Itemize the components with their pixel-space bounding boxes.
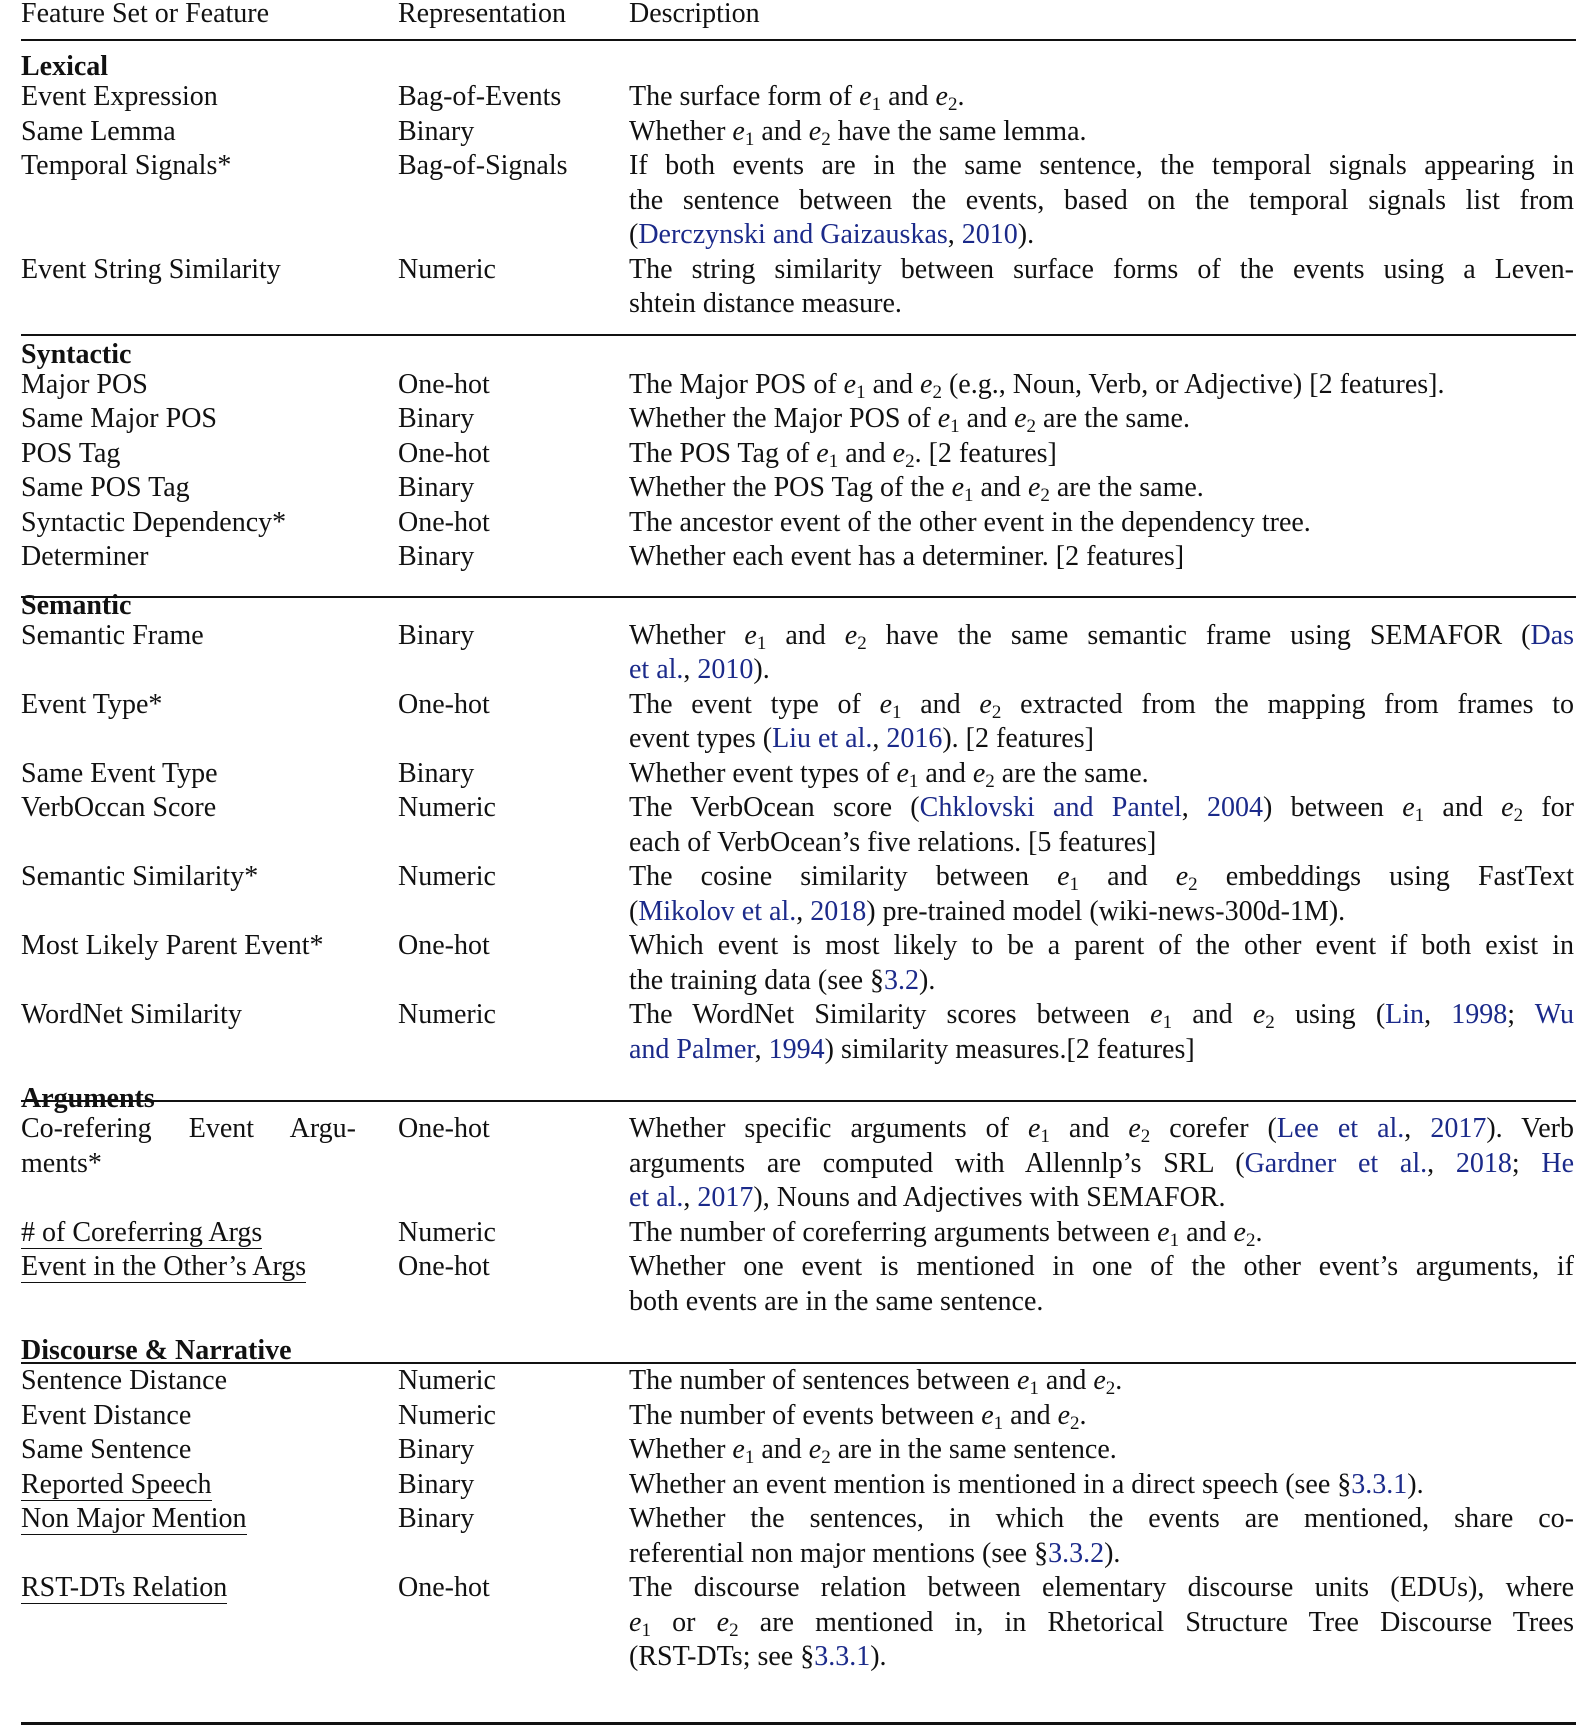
section-title: Syntactic (21, 338, 132, 370)
representation-cell: Binary (398, 757, 475, 789)
table-row (21, 80, 1551, 115)
citation-link[interactable]: Wu (1534, 999, 1575, 1030)
feature-cell: # of Coreferring Args (21, 1216, 263, 1248)
table-row (21, 1216, 1551, 1251)
description-cell: The surface form of $e_1$ and $e_2$. (629, 81, 965, 115)
feature-cell: VerbOccan Score (21, 792, 217, 823)
table-row (21, 860, 1574, 929)
table-row (21, 1433, 1551, 1468)
representation-cell: One-hot (398, 506, 490, 538)
description-cell: Whether event types of $e_1$ and $e_2$ are the same. (629, 757, 1149, 792)
representation-cell: One-hot (398, 1113, 490, 1144)
feature-cell: RST-DTs Relation (21, 1572, 228, 1603)
description-cell: Whether $e_1$ and $e_2$ have the same lemma. (629, 115, 1087, 150)
feature-cell: Same Lemma (21, 115, 176, 147)
feature-cell: Semantic Frame (21, 619, 204, 651)
citation-link[interactable]: Chklovski and Pantel (919, 792, 1182, 823)
representation-cell: One-hot (398, 437, 490, 469)
section-title: Arguments (21, 1083, 155, 1114)
header-description: Description (629, 0, 760, 29)
feature-cell: Temporal Signals* (21, 150, 232, 181)
citation-year-link[interactable]: 1998 (1451, 999, 1508, 1030)
description-cell: Whether the Major POS of $e_1$ and $e_2$ are the same. (629, 403, 1190, 437)
section-ref-link[interactable]: 3.3.1 (1351, 1468, 1408, 1500)
feature-cell: Same Major POS (21, 403, 217, 434)
citation-link[interactable]: Liu et al. (772, 723, 873, 754)
table-row (21, 540, 1551, 575)
table-row (21, 1468, 1551, 1503)
description-cell: The number of coreferring arguments between $e_1$ and $e_2$. (629, 1216, 1263, 1251)
feature-cell: WordNet Similarity (21, 999, 242, 1030)
table-row (21, 1364, 1551, 1399)
section-semantic (21, 579, 1551, 619)
feature-cell: Event Expression (21, 81, 218, 112)
description-cell: If both events are in the same sentence, the temporal signals appearing in the sentence between the events, based on the temporal signals list from (Derczynski and Gaizauskas, 2010). (629, 150, 1574, 250)
description-cell: Whether one event is mentioned in one of the other event’s arguments, if both events are in the same sentence. (629, 1251, 1574, 1317)
description-cell: The string similarity between surface forms of the events using a Leven- shtein distance measure. (629, 253, 1574, 319)
table-row (21, 506, 1551, 541)
representation-cell: Binary (398, 1434, 475, 1465)
feature-cell: Same POS Tag (21, 472, 190, 503)
description-cell: The VerbOcean score (Chklovski and Pantel, 2004) between $e_1$ and $e_2$ for each of VerbOcean’s five relations. [5 features] (629, 792, 1575, 858)
description-cell: The WordNet Similarity scores between $e_1$ and $e_2$ using (Lin, 1998; Wu and Palmer, 1994) similarity measures.[2 features] (629, 999, 1575, 1065)
table-row (21, 402, 1551, 437)
feature-table (21, 0, 1575, 1675)
section-discourse (21, 1324, 1551, 1364)
feature-cell: POS Tag (21, 437, 121, 469)
description-cell: The number of events between $e_1$ and $e_2$. (629, 1399, 1087, 1434)
representation-cell: Bag-of-Events (398, 81, 562, 112)
representation-cell: Binary (398, 472, 475, 503)
table-row (21, 791, 1575, 860)
feature-cell: Sentence Distance (21, 1365, 228, 1396)
feature-cell: Major POS (21, 368, 148, 400)
description-cell: Which event is most likely to be a parent of the other event if both exist in the training data (see §3.2). (629, 930, 1574, 996)
table-row (21, 1250, 1574, 1319)
citation-link[interactable]: Lee et al. (1276, 1113, 1405, 1144)
feature-cell: Non Major Mention (21, 1503, 247, 1534)
section-ref-link[interactable]: 3.2 (884, 964, 920, 996)
representation-cell: One-hot (398, 688, 490, 720)
feature-cell: Co-refering Event Argu- ments* (21, 1113, 356, 1179)
representation-cell: One-hot (398, 368, 490, 400)
citation-link[interactable]: He (1541, 1147, 1575, 1179)
table-row (21, 1112, 1575, 1216)
feature-cell: Same Event Type (21, 757, 218, 789)
representation-cell: Binary (398, 1503, 475, 1534)
citation-year-link[interactable]: 2018 (810, 895, 867, 927)
table-row (21, 688, 1574, 757)
feature-cell: Event Type* (21, 688, 163, 720)
representation-cell: Numeric (398, 792, 496, 823)
description-cell: The ancestor event of the other event in the dependency tree. (629, 506, 1311, 538)
table-row (21, 619, 1575, 688)
description-cell: The POS Tag of $e_1$ and $e_2$. [2 features] (629, 437, 1057, 472)
bottom-rule (21, 1722, 1576, 1725)
table-row (21, 1571, 1574, 1675)
table-row (21, 471, 1551, 506)
table-row (21, 368, 1551, 403)
table-row (21, 253, 1574, 322)
description-cell: The number of sentences between $e_1$ and $e_2$. (629, 1365, 1123, 1399)
header-representation: Representation (398, 0, 566, 29)
description-cell: Whether the sentences, in which the events are mentioned, share co- referential non major mentions (see §3.3.2). (629, 1503, 1574, 1569)
representation-cell: Binary (398, 1468, 475, 1500)
description-cell: The Major POS of $e_1$ and $e_2$ (e.g., Noun, Verb, or Adjective) [2 features]. (629, 368, 1445, 403)
description-cell: The cosine similarity between $e_1$ and $e_2$ embeddings using FastText (Mikolov et al., 2018) pre-trained model (wiki-news-300d-1M). (629, 861, 1574, 927)
feature-cell: Event Distance (21, 1399, 192, 1431)
citation-year-link[interactable]: 2004 (1207, 792, 1264, 823)
representation-cell: Numeric (398, 253, 496, 285)
section-ref-link[interactable]: 3.3.1 (814, 1641, 871, 1672)
description-cell: Whether an event mention is mentioned in a direct speech (see §3.3.1). (629, 1468, 1424, 1500)
table-row (21, 998, 1575, 1067)
representation-cell: Numeric (398, 999, 496, 1030)
description-cell: Whether specific arguments of $e_1$ and $e_2$ corefer (Lee et al., 2017). Verb arguments are computed with Allennlp’s SRL (Gardner et al., 2018; He et al., 2017), Nouns and Adjectives with SEMAFOR. (629, 1113, 1575, 1213)
table-row (21, 115, 1551, 150)
section-arguments (21, 1072, 1551, 1112)
description-cell: Whether $e_1$ and $e_2$ are in the same sentence. (629, 1434, 1117, 1468)
citation-link[interactable]: Derczynski and Gaizauskas, 2010 (638, 219, 1018, 250)
table-header (21, 0, 1551, 40)
description-cell: Whether $e_1$ and $e_2$ have the same semantic frame using SEMAFOR (Das et al., 2010). (629, 619, 1575, 685)
header-feature: Feature Set or Feature (21, 0, 270, 29)
description-cell: Whether the POS Tag of the $e_1$ and $e_2$ are the same. (629, 472, 1204, 506)
section-title: Lexical (21, 51, 109, 82)
section-syntactic (21, 328, 1551, 368)
representation-cell: Numeric (398, 1216, 496, 1248)
citation-link[interactable]: et al. (629, 654, 684, 685)
representation-cell: One-hot (398, 930, 490, 961)
feature-cell: Syntactic Dependency* (21, 506, 287, 538)
citation-year-link[interactable]: 2016 (886, 723, 943, 754)
representation-cell: One-hot (398, 1251, 490, 1282)
citation-link[interactable]: et al. (629, 1182, 684, 1213)
representation-cell: Binary (398, 115, 475, 147)
table-row (21, 929, 1574, 998)
representation-cell: Bag-of-Signals (398, 150, 568, 181)
feature-cell: Semantic Similarity* (21, 861, 259, 892)
representation-cell: Numeric (398, 1365, 496, 1396)
description-cell: Whether each event has a determiner. [2 features] (629, 541, 1185, 572)
section-lexical (21, 40, 1551, 80)
feature-cell: Event String Similarity (21, 253, 281, 285)
citation-year-link[interactable]: 2018 (1455, 1147, 1512, 1179)
table-row (21, 1399, 1551, 1434)
section-title: Semantic (21, 589, 132, 621)
representation-cell: Binary (398, 541, 475, 572)
citation-link[interactable]: and Palmer (629, 1033, 755, 1065)
citation-year-link[interactable]: 2017 (697, 1182, 754, 1213)
feature-cell: Most Likely Parent Event* (21, 930, 324, 961)
section-title: Discourse & Narrative (21, 1335, 292, 1366)
citation-link[interactable]: Lin (1385, 999, 1425, 1030)
representation-cell: One-hot (398, 1572, 490, 1603)
table-row (21, 757, 1551, 792)
feature-cell: Event in the Other’s Args (21, 1251, 307, 1282)
citation-link[interactable]: Mikolov et al. (638, 895, 797, 927)
feature-cell: Same Sentence (21, 1434, 192, 1465)
table-row (21, 1502, 1574, 1571)
section-ref-link[interactable]: 3.3.2 (1048, 1537, 1105, 1569)
description-cell: The discourse relation between elementary discourse units (EDUs), where $e_1$ or $e_2$ are mentioned in, in Rhetorical Structure Tree Discourse Trees (RST-DTs; see §3.3.1). (629, 1572, 1574, 1672)
representation-cell: Numeric (398, 1399, 496, 1431)
citation-link[interactable]: Gardner et al. (1244, 1147, 1428, 1179)
description-cell: The event type of $e_1$ and $e_2$ extracted from the mapping from frames to event types (Liu et al., 2016). [2 features] (629, 688, 1574, 754)
representation-cell: Binary (398, 403, 475, 434)
feature-cell: Determiner (21, 541, 149, 572)
citation-year-link[interactable]: 1994 (768, 1033, 825, 1065)
citation-year-link[interactable]: 2017 (1430, 1113, 1487, 1144)
citation-link[interactable]: Das (1530, 619, 1575, 651)
representation-cell: Numeric (398, 861, 496, 892)
citation-year-link[interactable]: 2010 (697, 654, 754, 685)
feature-cell: Reported Speech (21, 1468, 212, 1500)
table-row (21, 149, 1574, 253)
representation-cell: Binary (398, 619, 475, 651)
table-row (21, 437, 1551, 472)
